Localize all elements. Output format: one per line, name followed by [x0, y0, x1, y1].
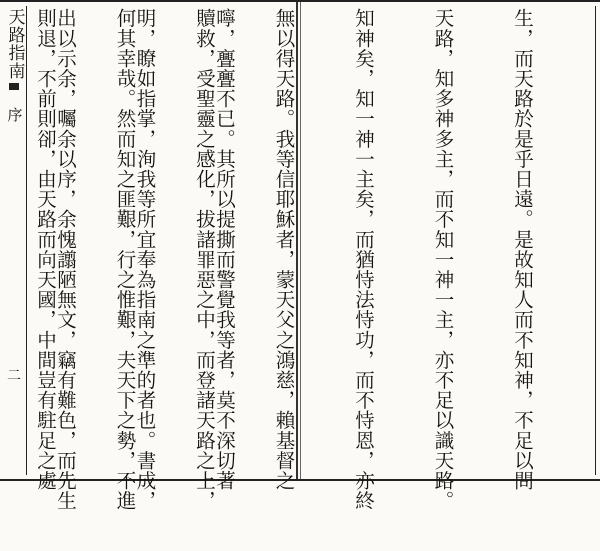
text-column: 出以示余，囑余以序，余愧譾陋無文，竊有難色，而先生 — [54, 8, 77, 511]
text-column: 無以得天路。我等信耶穌者，蒙天父之鴻慈，賴基督之 — [272, 8, 296, 491]
right-border-rule — [595, 6, 596, 475]
text-column: 贖救，受聖靈之感化，拔諸罪惡之中，而登諸天路之上， — [193, 8, 216, 511]
text-column: 嚀，亹亹不已。其所以提撕而警覺我等者，莫不深切著 — [213, 8, 236, 491]
text-column: 生，而天路於是乎日遠。是故知人而不知神，不足以問 — [511, 8, 534, 491]
text-column: 明，瞭如指掌，洵我等所宜奉為指南之準的者也。書成， — [133, 8, 157, 511]
book-title: 天路指南 — [4, 8, 25, 80]
text-column: 何其幸哉。然而知之匪艱，行之惟艱，夫天下之勢，不進 — [113, 8, 137, 511]
page-number: 二 — [7, 368, 21, 384]
text-column: 知神矣，知一神一主矣，而猶恃法恃功，而不恃恩，亦終 — [352, 8, 375, 511]
section-label: 序 — [5, 107, 24, 123]
text-column: 則退，不前則卻，由天路而向天國，中間豈有駐足之處 — [34, 8, 57, 491]
text-column: 天路，知多神多主，而不知一神一主，亦不足以識天路。 — [431, 8, 455, 511]
